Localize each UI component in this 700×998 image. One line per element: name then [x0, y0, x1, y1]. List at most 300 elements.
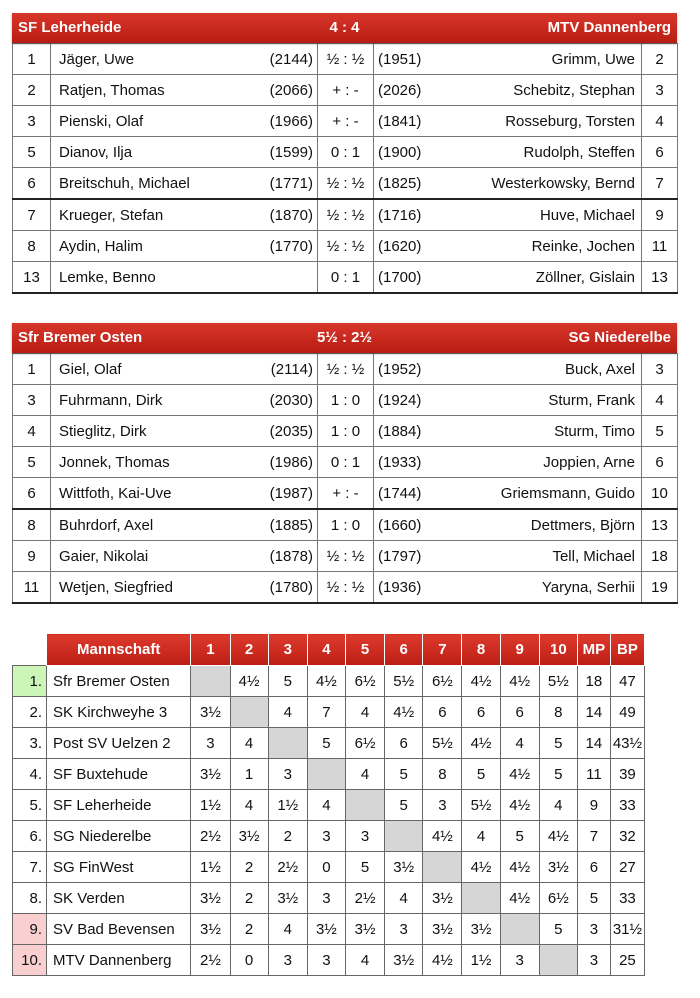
away-board-number: 5 [642, 416, 678, 447]
home-board-number: 6 [13, 168, 51, 200]
score-cell: 4 [268, 914, 307, 945]
home-board-number: 1 [13, 354, 51, 385]
home-player-name[interactable]: Wittfoth, Kai-Uve [51, 478, 221, 510]
score-cell: 3½ [191, 914, 230, 945]
board-result: 1 : 0 [318, 509, 374, 541]
score-cell [423, 852, 462, 883]
score-cell: 2 [230, 883, 268, 914]
away-board-number: 4 [642, 106, 678, 137]
away-board-number: 13 [642, 509, 678, 541]
board-result: ½ : ½ [318, 168, 374, 200]
home-player-name[interactable]: Ratjen, Thomas [51, 75, 221, 106]
score-cell: 4 [307, 790, 345, 821]
home-player-rating: (1771) [221, 168, 318, 200]
score-cell: 2½ [191, 945, 230, 976]
board-row [13, 385, 678, 416]
away-player-rating: (1620) [374, 231, 444, 262]
away-player-rating: (1884) [374, 416, 444, 447]
standings-row [13, 821, 645, 852]
board-row [13, 137, 678, 168]
home-board-number: 5 [13, 137, 51, 168]
team-name[interactable]: MTV Dannenberg [47, 945, 191, 976]
standings-row [13, 697, 645, 728]
away-player-rating: (1924) [374, 385, 444, 416]
home-player-rating: (1966) [221, 106, 318, 137]
board-row [13, 478, 678, 510]
score-cell: 3½ [191, 883, 230, 914]
score-cell: 4½ [500, 852, 539, 883]
board-row [13, 262, 678, 294]
score-cell [500, 914, 539, 945]
score-cell: 3 [500, 945, 539, 976]
score-cell: 0 [307, 852, 345, 883]
away-player-name[interactable]: Zöllner, Gislain [444, 262, 642, 294]
match-points: 11 [577, 759, 610, 790]
team-name[interactable]: SF Leherheide [47, 790, 191, 821]
home-board-number: 3 [13, 385, 51, 416]
board-result: ½ : ½ [318, 231, 374, 262]
away-player-name[interactable]: Tell, Michael [444, 541, 642, 572]
score-cell: 4 [345, 759, 384, 790]
rank-cell: 9. [13, 914, 47, 945]
match-2-score: 5½ : 2½ [316, 329, 373, 346]
home-player-rating: (2144) [221, 44, 318, 75]
score-cell: 3½ [385, 852, 423, 883]
team-name[interactable]: SV Bad Bevensen [47, 914, 191, 945]
score-cell: 1½ [191, 790, 230, 821]
away-player-rating: (1797) [374, 541, 444, 572]
board-row [13, 106, 678, 137]
away-board-number: 2 [642, 44, 678, 75]
score-cell: 4½ [385, 697, 423, 728]
match-points: 9 [577, 790, 610, 821]
home-board-number: 11 [13, 572, 51, 604]
score-cell: 6 [500, 697, 539, 728]
score-cell [230, 697, 268, 728]
home-board-number: 13 [13, 262, 51, 294]
score-cell: 3 [307, 883, 345, 914]
board-row [13, 416, 678, 447]
score-cell: 4½ [423, 945, 462, 976]
board-points: 32 [610, 821, 644, 852]
match-points: 18 [577, 666, 610, 697]
match-1-away-team[interactable]: MTV Dannenberg [547, 19, 671, 36]
away-board-number: 3 [642, 354, 678, 385]
home-player-rating: (1878) [221, 541, 318, 572]
away-player-rating: (1716) [374, 199, 444, 231]
score-cell: 5 [385, 759, 423, 790]
score-cell: 6 [462, 697, 500, 728]
home-player-name[interactable]: Dianov, Ilja [51, 137, 221, 168]
bp-header: BP [610, 634, 644, 666]
board-points: 39 [610, 759, 644, 790]
score-cell: 5 [268, 666, 307, 697]
home-player-rating: (1986) [221, 447, 318, 478]
board-result: ½ : ½ [318, 354, 374, 385]
score-cell: 6½ [345, 666, 384, 697]
match-points: 5 [577, 883, 610, 914]
home-board-number: 7 [13, 199, 51, 231]
rank-cell: 3. [13, 728, 47, 759]
score-cell: 4 [385, 883, 423, 914]
match-2-away-team[interactable]: SG Niederelbe [568, 329, 671, 346]
home-player-name[interactable]: Breitschuh, Michael [51, 168, 221, 200]
away-player-name[interactable]: Sturm, Frank [444, 385, 642, 416]
away-player-rating: (1951) [374, 44, 444, 75]
score-cell: 3½ [423, 914, 462, 945]
score-cell: 3½ [307, 914, 345, 945]
standings-table [12, 633, 645, 976]
away-player-rating: (1700) [374, 262, 444, 294]
score-cell: 2 [268, 821, 307, 852]
home-player-name[interactable]: Lemke, Benno [51, 262, 221, 294]
score-cell: 6½ [345, 728, 384, 759]
score-cell: 3½ [345, 914, 384, 945]
away-player-name[interactable]: Schebitz, Stephan [444, 75, 642, 106]
score-cell: 4½ [462, 852, 500, 883]
board-row [13, 199, 678, 231]
team-name[interactable]: SK Verden [47, 883, 191, 914]
home-player-name[interactable]: Buhrdorf, Axel [51, 509, 221, 541]
home-player-rating: (2035) [221, 416, 318, 447]
board-points: 31½ [610, 914, 644, 945]
match-2-header [12, 323, 677, 353]
score-cell [307, 759, 345, 790]
team-name[interactable]: SG FinWest [47, 852, 191, 883]
home-player-name[interactable]: Gaier, Nikolai [51, 541, 221, 572]
team-name[interactable]: Post SV Uelzen 2 [47, 728, 191, 759]
match-points: 14 [577, 728, 610, 759]
home-player-rating: (2066) [221, 75, 318, 106]
score-cell: 4½ [462, 728, 500, 759]
away-player-rating: (1936) [374, 572, 444, 604]
away-board-number: 6 [642, 447, 678, 478]
score-cell: 5 [500, 821, 539, 852]
away-player-name[interactable]: Rudolph, Steffen [444, 137, 642, 168]
away-player-rating: (2026) [374, 75, 444, 106]
score-cell: 3½ [462, 914, 500, 945]
board-points: 27 [610, 852, 644, 883]
score-cell: 5 [462, 759, 500, 790]
score-cell: 3 [385, 914, 423, 945]
score-cell: 5 [539, 914, 577, 945]
board-row [13, 447, 678, 478]
home-player-rating [221, 262, 318, 294]
home-board-number: 5 [13, 447, 51, 478]
score-cell: 3 [307, 821, 345, 852]
away-player-name[interactable]: Huve, Michael [444, 199, 642, 231]
score-cell: 3 [307, 945, 345, 976]
score-cell: 6 [423, 697, 462, 728]
away-player-name[interactable]: Rosseburg, Torsten [444, 106, 642, 137]
home-board-number: 3 [13, 106, 51, 137]
board-result: ½ : ½ [318, 44, 374, 75]
score-cell [539, 945, 577, 976]
home-player-rating: (1987) [221, 478, 318, 510]
score-cell: 4½ [500, 759, 539, 790]
standings-row [13, 790, 645, 821]
board-result: ½ : ½ [318, 199, 374, 231]
score-cell: 1½ [191, 852, 230, 883]
home-board-number: 1 [13, 44, 51, 75]
score-cell [345, 790, 384, 821]
home-player-name[interactable]: Jäger, Uwe [51, 44, 221, 75]
board-result: 0 : 1 [318, 447, 374, 478]
away-player-rating: (1900) [374, 137, 444, 168]
home-player-name[interactable]: Jonnek, Thomas [51, 447, 221, 478]
score-cell: 6½ [539, 883, 577, 914]
board-points: 43½ [610, 728, 644, 759]
board-result: + : - [318, 478, 374, 510]
match-points: 7 [577, 821, 610, 852]
rank-cell: 4. [13, 759, 47, 790]
board-points: 47 [610, 666, 644, 697]
match-2-home-team[interactable]: Sfr Bremer Osten [18, 329, 143, 346]
board-row [13, 75, 678, 106]
match-1-header [12, 13, 677, 43]
score-cell: 5 [307, 728, 345, 759]
match-points: 3 [577, 945, 610, 976]
team-name[interactable]: SG Niederelbe [47, 821, 191, 852]
away-player-name[interactable]: Dettmers, Björn [444, 509, 642, 541]
score-cell: 4½ [462, 666, 500, 697]
board-row [13, 541, 678, 572]
mp-header: MP [577, 634, 610, 666]
score-cell: 2 [230, 914, 268, 945]
board-row [13, 354, 678, 385]
board-points: 33 [610, 790, 644, 821]
away-board-number: 13 [642, 262, 678, 294]
rank-cell: 2. [13, 697, 47, 728]
away-board-number: 10 [642, 478, 678, 510]
board-result: ½ : ½ [318, 572, 374, 604]
standings-row [13, 728, 645, 759]
away-player-name[interactable]: Griemsmann, Guido [444, 478, 642, 510]
score-cell: 7 [307, 697, 345, 728]
score-cell: 4 [539, 790, 577, 821]
score-cell: 3½ [191, 697, 230, 728]
rank-header [13, 634, 47, 666]
team-name[interactable]: SF Buxtehude [47, 759, 191, 790]
col-header: 3 [268, 634, 307, 666]
board-result: 1 : 0 [318, 385, 374, 416]
team-header: Mannschaft [47, 634, 191, 666]
home-player-rating: (1870) [221, 199, 318, 231]
score-cell: 0 [230, 945, 268, 976]
board-row [13, 231, 678, 262]
home-player-name[interactable]: Aydin, Halim [51, 231, 221, 262]
away-player-name[interactable]: Sturm, Timo [444, 416, 642, 447]
home-player-name[interactable]: Pienski, Olaf [51, 106, 221, 137]
col-header: 1 [191, 634, 230, 666]
home-player-name[interactable]: Stieglitz, Dirk [51, 416, 221, 447]
away-player-rating: (1952) [374, 354, 444, 385]
score-cell: 5 [345, 852, 384, 883]
rank-cell: 7. [13, 852, 47, 883]
home-player-name[interactable]: Fuhrmann, Dirk [51, 385, 221, 416]
board-points: 49 [610, 697, 644, 728]
score-cell: 2½ [345, 883, 384, 914]
standings-row [13, 666, 645, 697]
board-result: 0 : 1 [318, 262, 374, 294]
home-player-rating: (1885) [221, 509, 318, 541]
standings-row [13, 945, 645, 976]
score-cell: 4 [345, 697, 384, 728]
score-cell: 8 [539, 697, 577, 728]
score-cell: 4 [268, 697, 307, 728]
score-cell: 4½ [500, 666, 539, 697]
away-board-number: 19 [642, 572, 678, 604]
score-cell: 5 [539, 728, 577, 759]
home-player-rating: (2114) [221, 354, 318, 385]
match-2-boards [12, 353, 678, 604]
away-player-rating: (1744) [374, 478, 444, 510]
away-board-number: 18 [642, 541, 678, 572]
board-row [13, 44, 678, 75]
match-2 [12, 323, 677, 604]
score-cell: 4½ [230, 666, 268, 697]
score-cell: 4 [230, 728, 268, 759]
score-cell: 3 [191, 728, 230, 759]
away-player-name[interactable]: Reinke, Jochen [444, 231, 642, 262]
score-cell: 1½ [462, 945, 500, 976]
score-cell: 3 [268, 759, 307, 790]
home-board-number: 6 [13, 478, 51, 510]
col-header: 8 [462, 634, 500, 666]
away-board-number: 11 [642, 231, 678, 262]
score-cell [268, 728, 307, 759]
score-cell: 4½ [500, 790, 539, 821]
home-player-name[interactable]: Wetjen, Siegfried [51, 572, 221, 604]
standings-header-row [13, 634, 645, 666]
away-board-number: 9 [642, 199, 678, 231]
standings-row [13, 883, 645, 914]
score-cell: 5 [539, 759, 577, 790]
home-board-number: 8 [13, 509, 51, 541]
rank-cell: 1. [13, 666, 47, 697]
score-cell: 5½ [423, 728, 462, 759]
match-points: 3 [577, 914, 610, 945]
col-header: 4 [307, 634, 345, 666]
away-player-name[interactable]: Yaryna, Serhii [444, 572, 642, 604]
away-player-rating: (1660) [374, 509, 444, 541]
score-cell: 5½ [385, 666, 423, 697]
match-1-score: 4 : 4 [329, 19, 360, 36]
score-cell: 3½ [423, 883, 462, 914]
score-cell: 4 [230, 790, 268, 821]
away-player-name[interactable]: Buck, Axel [444, 354, 642, 385]
score-cell: 4½ [423, 821, 462, 852]
col-header: 9 [500, 634, 539, 666]
board-result: 1 : 0 [318, 416, 374, 447]
match-1-boards [12, 43, 678, 294]
team-name[interactable]: Sfr Bremer Osten [47, 666, 191, 697]
home-board-number: 2 [13, 75, 51, 106]
score-cell: 3½ [385, 945, 423, 976]
score-cell: 4½ [500, 883, 539, 914]
away-board-number: 6 [642, 137, 678, 168]
home-player-rating: (1780) [221, 572, 318, 604]
score-cell: 4 [462, 821, 500, 852]
away-board-number: 7 [642, 168, 678, 200]
standings-row [13, 914, 645, 945]
match-points: 6 [577, 852, 610, 883]
score-cell: 5 [385, 790, 423, 821]
score-cell: 6½ [423, 666, 462, 697]
score-cell [462, 883, 500, 914]
away-board-number: 3 [642, 75, 678, 106]
col-header: 5 [345, 634, 384, 666]
home-player-name[interactable]: Krueger, Stefan [51, 199, 221, 231]
home-board-number: 9 [13, 541, 51, 572]
score-cell: 3½ [191, 759, 230, 790]
away-player-rating: (1825) [374, 168, 444, 200]
match-1-home-team[interactable]: SF Leherheide [18, 19, 122, 36]
board-result: 0 : 1 [318, 137, 374, 168]
score-cell [191, 666, 230, 697]
rank-cell: 5. [13, 790, 47, 821]
score-cell: 3 [423, 790, 462, 821]
score-cell: 1 [230, 759, 268, 790]
away-board-number: 4 [642, 385, 678, 416]
board-result: + : - [318, 106, 374, 137]
home-board-number: 4 [13, 416, 51, 447]
score-cell: 4 [500, 728, 539, 759]
score-cell: 2½ [268, 852, 307, 883]
team-name[interactable]: SK Kirchweyhe 3 [47, 697, 191, 728]
rank-cell: 6. [13, 821, 47, 852]
score-cell: 5½ [462, 790, 500, 821]
rank-cell: 10. [13, 945, 47, 976]
match-points: 14 [577, 697, 610, 728]
score-cell: 8 [423, 759, 462, 790]
col-header: 6 [385, 634, 423, 666]
match-1 [12, 13, 677, 294]
board-row [13, 509, 678, 541]
away-player-name[interactable]: Grimm, Uwe [444, 44, 642, 75]
board-result: ½ : ½ [318, 541, 374, 572]
score-cell: 2½ [191, 821, 230, 852]
score-cell: 3 [268, 945, 307, 976]
standings-row [13, 852, 645, 883]
home-board-number: 8 [13, 231, 51, 262]
score-cell: 4½ [307, 666, 345, 697]
board-row [13, 572, 678, 604]
board-row [13, 168, 678, 200]
score-cell: 4 [345, 945, 384, 976]
score-cell [385, 821, 423, 852]
score-cell: 3½ [539, 852, 577, 883]
score-cell: 1½ [268, 790, 307, 821]
rank-cell: 8. [13, 883, 47, 914]
away-player-name[interactable]: Joppien, Arne [444, 447, 642, 478]
col-header: 10 [539, 634, 577, 666]
board-points: 33 [610, 883, 644, 914]
score-cell: 6 [385, 728, 423, 759]
score-cell: 4½ [539, 821, 577, 852]
col-header: 7 [423, 634, 462, 666]
score-cell: 3½ [268, 883, 307, 914]
standings-row [13, 759, 645, 790]
score-cell: 5½ [539, 666, 577, 697]
home-player-rating: (2030) [221, 385, 318, 416]
home-player-name[interactable]: Giel, Olaf [51, 354, 221, 385]
score-cell: 3 [345, 821, 384, 852]
away-player-name[interactable]: Westerkowsky, Bernd [444, 168, 642, 200]
home-player-rating: (1599) [221, 137, 318, 168]
board-result: + : - [318, 75, 374, 106]
board-points: 25 [610, 945, 644, 976]
